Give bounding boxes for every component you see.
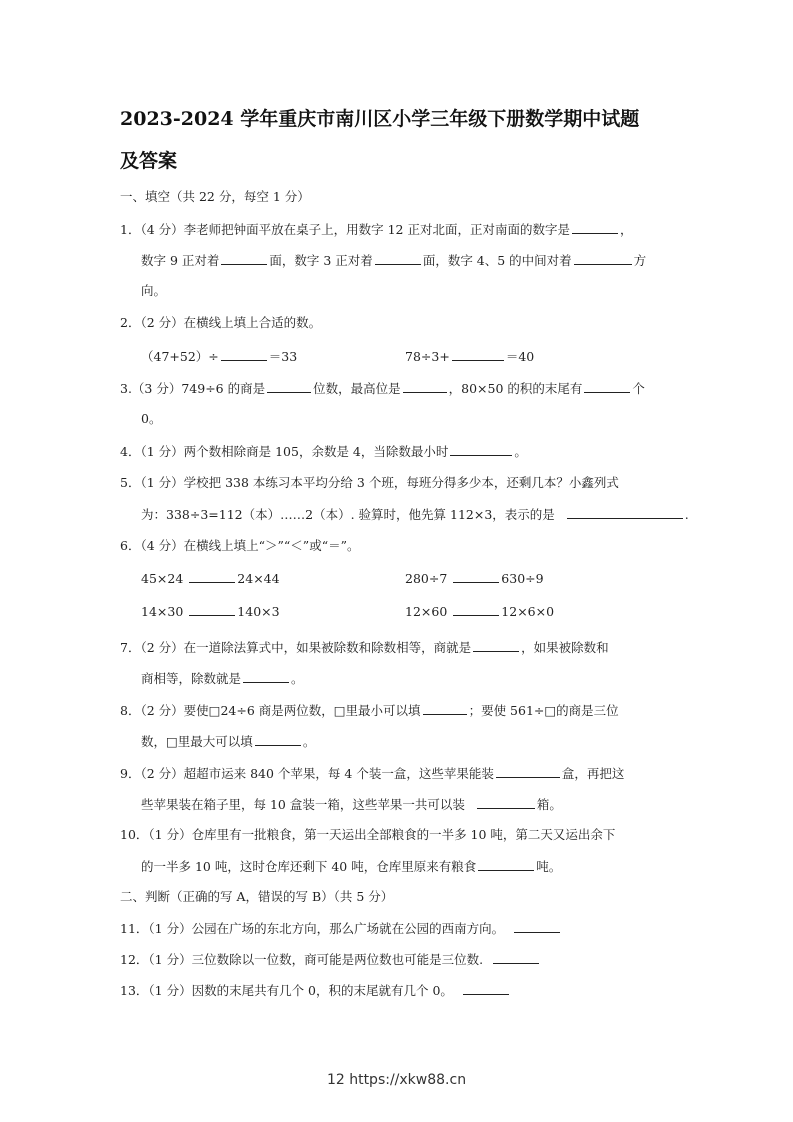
q1-text-d: 面，数字 3 正对着	[269, 253, 373, 268]
question-9-line2	[141, 794, 562, 813]
q6-r1l-text-b: 24×44	[237, 571, 280, 586]
q3-text-a: 3.（3 分）749÷6 的商是	[120, 381, 266, 396]
question-2-left	[141, 346, 297, 365]
q3-text-d: 个	[632, 381, 645, 396]
q1-text-a: 1．（4 分）李老师把钟面平放在桌子上，用数字 12 正对北面，正对南面的数字是	[120, 222, 570, 237]
q1-text-f: 方	[633, 253, 647, 268]
q8-text-a: 8．（2 分）要使□24÷6 商是两位数，□里最小可以填	[120, 703, 421, 718]
question-1-line3: 向。	[141, 283, 167, 298]
question-13	[120, 980, 511, 999]
question-8-line2	[141, 731, 315, 750]
question-12	[120, 949, 541, 968]
q9-text-d: 箱。	[536, 797, 562, 812]
question-8-line1	[120, 700, 619, 719]
answer-blank[interactable]	[403, 378, 447, 393]
q9-text-c: 些苹果装在箱子里，每 10 盒装一箱，这些苹果一共可以装	[141, 797, 465, 812]
answer-blank[interactable]	[243, 668, 289, 683]
answer-blank[interactable]	[574, 250, 632, 265]
answer-blank[interactable]	[221, 346, 267, 361]
answer-blank[interactable]	[584, 378, 630, 393]
q1-text-c: 数字 9 正对着	[141, 253, 220, 268]
q1-text-b: ，	[619, 222, 633, 237]
q6-r1r-text-a: 280÷7	[405, 571, 448, 586]
q12-text-a: 12．（1 分）三位数除以一位数，商可能是两位数也可能是三位数.	[120, 952, 484, 967]
answer-blank[interactable]	[463, 980, 509, 995]
question-7-line2	[141, 668, 304, 687]
answer-blank[interactable]	[496, 763, 560, 778]
q7-text-d: 。	[291, 671, 304, 686]
q9-text-b: 盒，再把这	[561, 766, 625, 781]
answer-blank[interactable]	[450, 441, 512, 456]
question-5-line2	[141, 504, 689, 523]
answer-blank[interactable]	[189, 568, 235, 583]
question-2-line1: 2．（2 分）在横线上填上合适的数。	[120, 315, 322, 330]
q3-text-b: 位数，最高位是	[313, 381, 401, 396]
answer-blank[interactable]	[477, 794, 535, 809]
q8-text-c: 数，□里最大可以填	[141, 734, 253, 749]
answer-blank[interactable]	[453, 568, 499, 583]
q9-text-a: 9．（2 分）超超市运来 840 个苹果，每 4 个装一盒，这些苹果能装	[120, 766, 494, 781]
question-1-line1	[120, 219, 633, 238]
section1-header: 一、填空（共 22 分，每空 1 分）	[120, 189, 310, 204]
question-1-line2	[141, 250, 646, 269]
q2-left-text-b: ＝33	[268, 349, 298, 364]
answer-blank[interactable]	[572, 219, 618, 234]
question-7-line1	[120, 637, 609, 656]
q6-r2r-text-b: 12×6×0	[501, 604, 555, 619]
page-footer: 12 https://xkw88.cn	[326, 1072, 467, 1088]
q13-text-a: 13．（1 分）因数的末尾共有几个 0，积的末尾就有几个 0。	[120, 983, 453, 998]
question-11	[120, 918, 562, 937]
answer-blank[interactable]	[375, 250, 421, 265]
q10-text-c: 吨。	[536, 859, 562, 874]
answer-blank[interactable]	[267, 378, 311, 393]
question-9-line1	[120, 763, 624, 782]
answer-blank[interactable]	[423, 700, 467, 715]
q5-text-c: .	[684, 507, 689, 522]
answer-blank[interactable]	[221, 250, 267, 265]
q6-r2l-text-a: 14×30	[141, 604, 184, 619]
question-10-line1: 10．（1 分）仓库里有一批粮食，第一天运出全部粮食的一半多 10 吨，第二天又运出余下	[120, 827, 616, 842]
question-6-r2-left	[141, 601, 280, 619]
q7-text-c: 商相等，除数就是	[141, 671, 242, 686]
doc-title-line2: 及答案	[120, 150, 178, 172]
q1-text-e: 面，数字 4、5 的中间对着	[422, 253, 572, 268]
question-6-r1-left	[141, 568, 280, 586]
answer-blank[interactable]	[452, 346, 504, 361]
question-6-r2-right	[405, 601, 554, 619]
q3-text-c: ，80×50 的积的末尾有	[448, 381, 583, 396]
q11-text-a: 11．（1 分）公园在广场的东北方向，那么广场就在公园的西南方向。	[120, 921, 505, 936]
q8-text-d: 。	[302, 734, 316, 749]
answer-blank[interactable]	[514, 918, 560, 933]
answer-blank[interactable]	[473, 637, 519, 652]
answer-blank[interactable]	[189, 601, 235, 616]
answer-blank[interactable]	[255, 731, 301, 746]
answer-blank[interactable]	[567, 504, 683, 519]
answer-blank[interactable]	[478, 856, 534, 871]
q4-text-b: 。	[514, 444, 527, 459]
q7-text-b: ，如果被除数和	[521, 640, 609, 655]
question-6-line1: 6．（4 分）在横线上填上“＞”“＜”或“＝”。	[120, 538, 360, 553]
q6-r1l-text-a: 45×24	[141, 571, 184, 586]
question-2-right	[405, 346, 534, 365]
section2-header: 二、判断（正确的写 A，错误的写 B）（共 5 分）	[120, 889, 394, 904]
q2-right-text-b: ＝40	[505, 349, 535, 364]
q5-text-b: 为：338÷3=112（本）……2（本）. 验算时，他先算 112×3，表示的是	[141, 507, 555, 522]
question-3-line2: 0。	[141, 411, 162, 426]
question-3-line1	[120, 378, 645, 397]
question-10-line2	[141, 856, 561, 875]
q2-left-text-a: （47+52）÷	[141, 349, 219, 364]
q10-text-b: 的一半多 10 吨，这时仓库还剩下 40 吨，仓库里原来有粮食	[141, 859, 477, 874]
q6-r1r-text-b: 630÷9	[501, 571, 544, 586]
q7-text-a: 7．（2 分）在一道除法算式中，如果被除数和除数相等，商就是	[120, 640, 472, 655]
doc-title-line1: 2023-2024 学年重庆市南川区小学三年级下册数学期中试题	[120, 108, 640, 130]
q8-text-b: ；要使 561÷□的商是三位	[468, 703, 619, 718]
q6-r2r-text-a: 12×60	[405, 604, 448, 619]
q6-r2l-text-b: 140×3	[237, 604, 280, 619]
answer-blank[interactable]	[493, 949, 539, 964]
question-5-line1: 5．（1 分）学校把 338 本练习本平均分给 3 个班，每班分得多少本，还剩几本？小鑫列式	[120, 475, 619, 490]
q4-text-a: 4．（1 分）两个数相除商是 105，余数是 4，当除数最小时	[120, 444, 449, 459]
answer-blank[interactable]	[453, 601, 499, 616]
q2-right-text-a: 78÷3+	[405, 349, 450, 364]
question-4	[120, 441, 527, 460]
question-6-r1-right	[405, 568, 544, 586]
